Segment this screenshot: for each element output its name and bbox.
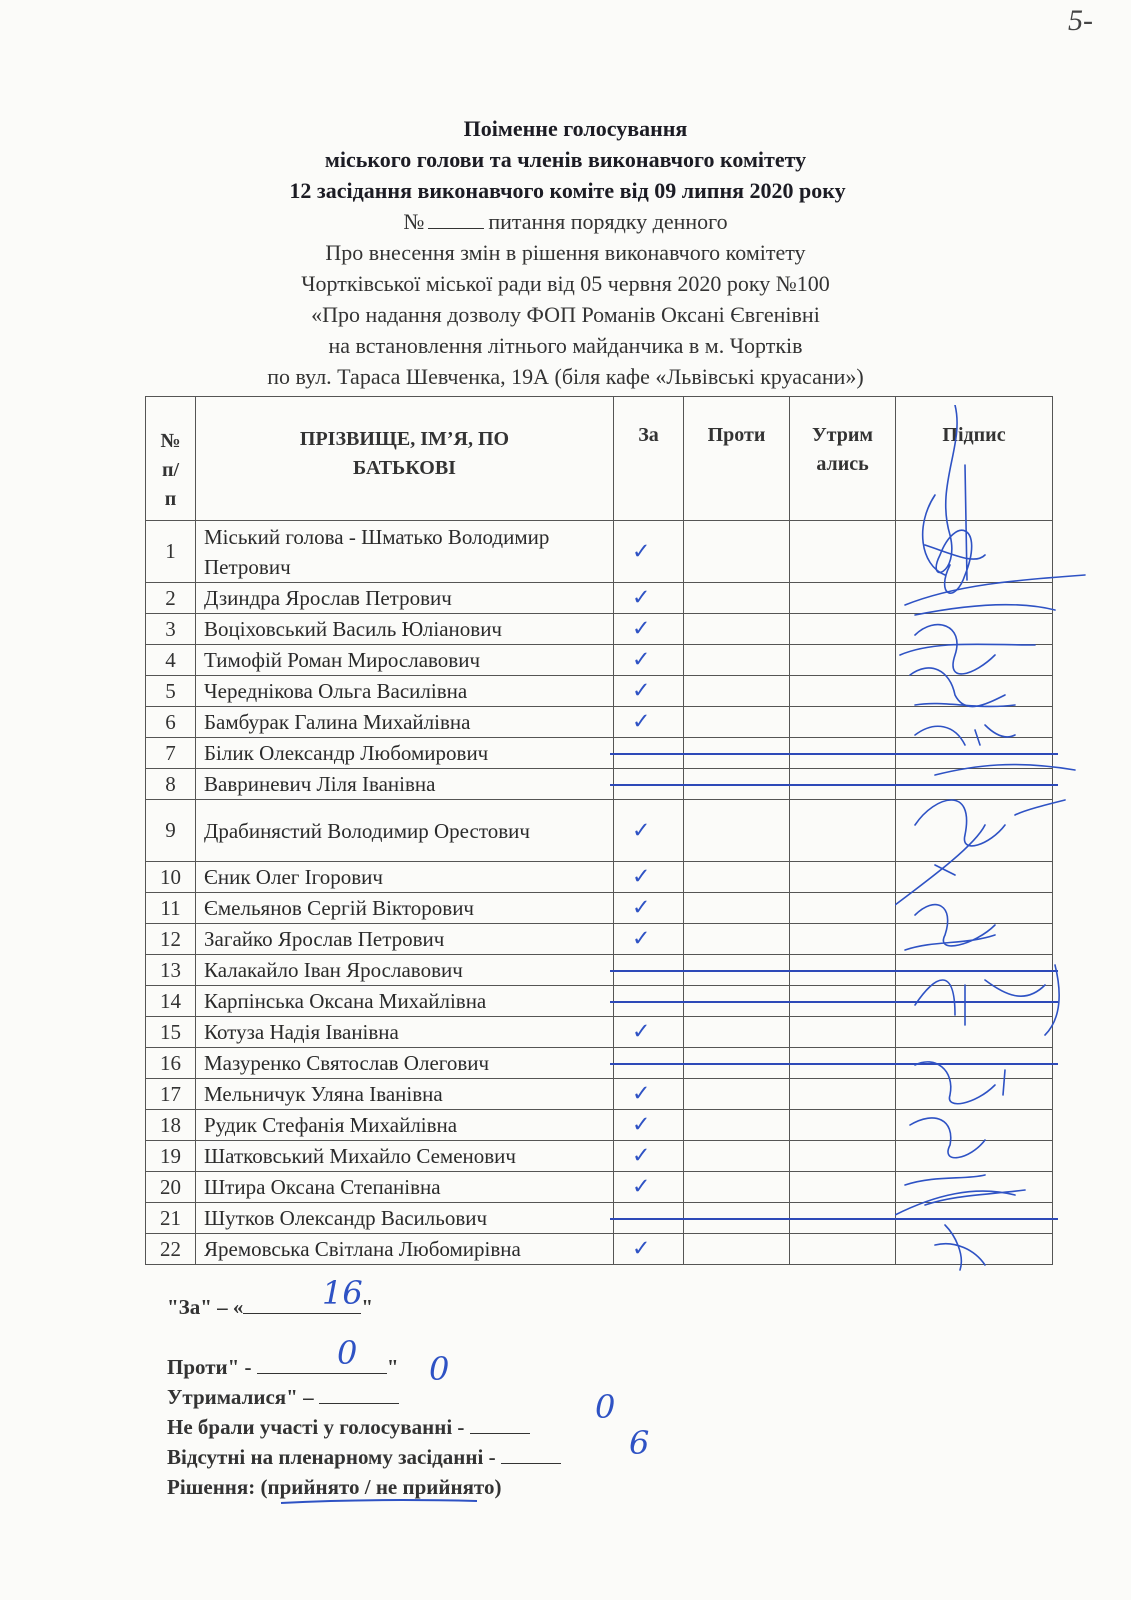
strike-line <box>786 1001 901 1003</box>
document-header <box>0 113 1131 392</box>
strike-line <box>610 1218 689 1220</box>
vote-abstained-cell <box>790 955 896 986</box>
total-not-voted-row: Не брали участі у голосуванні - 0 <box>167 1388 616 1439</box>
vote-for-cell <box>614 1234 684 1265</box>
member-name: Рудик Стефанія Михайлівна <box>196 1110 614 1141</box>
agenda-item-prefix: № <box>403 209 425 234</box>
agenda-item-blank <box>428 210 484 229</box>
vote-for-cell <box>614 924 684 955</box>
member-name: Карпінська Оксана Михайлівна <box>196 986 614 1017</box>
vote-abstained-cell <box>790 800 896 862</box>
member-name: Котуза Надія Іванівна <box>196 1017 614 1048</box>
vote-against-cell <box>684 769 790 800</box>
row-number: 22 <box>146 1234 196 1265</box>
vote-for-cell <box>614 955 684 986</box>
check-mark-icon: ✓ <box>632 864 651 890</box>
check-mark-icon: ✓ <box>632 616 651 642</box>
subject-line-2: Чортківської міської ради від 05 червня 2020 року №100 <box>301 271 830 296</box>
total-against-value: 0 <box>337 1334 358 1372</box>
decision-underline-mark <box>279 1495 479 1507</box>
vote-for-cell <box>614 893 684 924</box>
check-mark-icon: ✓ <box>632 926 651 952</box>
vote-for-cell <box>614 645 684 676</box>
member-name: Череднікова Ольга Василівна <box>196 676 614 707</box>
strike-line <box>786 970 901 972</box>
member-name: Дзиндра Ярослав Петрович <box>196 583 614 614</box>
member-name: Штира Оксана Степанівна <box>196 1172 614 1203</box>
vote-against-cell <box>684 1141 790 1172</box>
strike-line <box>786 784 901 786</box>
vote-against-cell <box>684 707 790 738</box>
check-mark-icon: ✓ <box>632 647 651 673</box>
vote-against-cell <box>684 521 790 583</box>
member-name: Воціховський Василь Юліанович <box>196 614 614 645</box>
member-name: Мельничук Уляна Іванівна <box>196 1079 614 1110</box>
vote-abstained-cell <box>790 738 896 769</box>
vote-against-cell <box>684 924 790 955</box>
check-mark-icon: ✓ <box>632 585 651 611</box>
member-name: Шутков Олександр Васильович <box>196 1203 614 1234</box>
member-name: Драбинястий Володимир Орестович <box>196 800 614 862</box>
vote-for-cell <box>614 521 684 583</box>
strike-line <box>610 753 689 755</box>
vote-abstained-cell <box>790 707 896 738</box>
vote-against-cell <box>684 1017 790 1048</box>
vote-against-cell <box>684 1048 790 1079</box>
row-number: 6 <box>146 707 196 738</box>
row-number: 9 <box>146 800 196 862</box>
page-number-mark: 5- <box>1068 4 1093 37</box>
strike-line <box>680 1218 795 1220</box>
strike-line <box>610 1001 689 1003</box>
row-number: 10 <box>146 862 196 893</box>
vote-for-cell <box>614 800 684 862</box>
subject-line-4: на встановлення літнього майданчика в м. Чортків <box>328 333 803 358</box>
total-against-blank <box>257 1373 387 1374</box>
vote-against-cell <box>684 583 790 614</box>
strike-line <box>786 753 901 755</box>
check-mark-icon: ✓ <box>632 1081 651 1107</box>
check-mark-icon: ✓ <box>632 818 651 843</box>
vote-for-cell <box>614 1203 684 1234</box>
vote-against-cell <box>684 738 790 769</box>
row-number: 20 <box>146 1172 196 1203</box>
strike-line <box>680 784 795 786</box>
row-number: 8 <box>146 769 196 800</box>
vote-for-cell <box>614 1017 684 1048</box>
row-number: 12 <box>146 924 196 955</box>
strike-line <box>786 1218 901 1220</box>
total-for-value: 16 <box>322 1274 363 1312</box>
vote-against-cell <box>684 645 790 676</box>
row-number: 19 <box>146 1141 196 1172</box>
col-header-signature: Підпис <box>896 397 1053 521</box>
vote-against-cell <box>684 1110 790 1141</box>
row-number: 2 <box>146 583 196 614</box>
strike-line <box>680 1063 795 1065</box>
vote-abstained-cell <box>790 1172 896 1203</box>
vote-abstained-cell <box>790 521 896 583</box>
vote-against-cell <box>684 614 790 645</box>
col-header-for: За <box>614 397 684 521</box>
row-number: 4 <box>146 645 196 676</box>
vote-abstained-cell <box>790 893 896 924</box>
total-for-blank <box>243 1313 361 1314</box>
vote-abstained-cell <box>790 676 896 707</box>
agenda-item-line <box>0 206 1131 237</box>
header-subtitle: міського голови та членів виконавчого комітету <box>324 147 807 172</box>
vote-abstained-cell <box>790 1141 896 1172</box>
subject-line-5: по вул. Тараса Шевченка, 19А (біля кафе «Львівські круасани») <box>267 364 864 389</box>
vote-against-cell <box>684 1079 790 1110</box>
total-against-row: Проти" - " 0 <box>167 1334 399 1379</box>
total-absent-blank <box>501 1463 561 1464</box>
vote-abstained-cell <box>790 1110 896 1141</box>
decision-row: Рішення: (прийнято / не прийнято) <box>167 1475 502 1499</box>
vote-abstained-cell <box>790 614 896 645</box>
strike-line <box>610 1063 689 1065</box>
vote-for-cell <box>614 676 684 707</box>
row-number: 5 <box>146 676 196 707</box>
vote-for-cell <box>614 583 684 614</box>
vote-against-cell <box>684 800 790 862</box>
member-name: Єник Олег Ігорович <box>196 862 614 893</box>
vote-for-cell <box>614 738 684 769</box>
row-number: 11 <box>146 893 196 924</box>
vote-against-cell <box>684 955 790 986</box>
handwritten-signatures <box>895 405 1095 1275</box>
check-mark-icon: ✓ <box>632 709 651 735</box>
vote-against-cell <box>684 676 790 707</box>
strike-line <box>786 1063 901 1065</box>
header-session: 12 засідання виконавчого коміте від 09 липня 2020 року <box>289 178 846 203</box>
member-name: Вавриневич Ліля Іванівна <box>196 769 614 800</box>
header-title: Поіменне голосування <box>463 116 688 141</box>
row-number: 21 <box>146 1203 196 1234</box>
member-name: Шатковський Михайло Семенович <box>196 1141 614 1172</box>
check-mark-icon: ✓ <box>632 1019 651 1045</box>
vote-for-cell <box>614 1079 684 1110</box>
check-mark-icon: ✓ <box>632 1112 651 1138</box>
subject-line-3: «Про надання дозволу ФОП Романів Оксані Євгенівні <box>311 302 820 327</box>
vote-against-cell <box>684 986 790 1017</box>
total-absent-row: Відсутні на пленарному засіданні - 6 <box>167 1424 650 1469</box>
member-name: Мазуренко Святослав Олегович <box>196 1048 614 1079</box>
vote-abstained-cell <box>790 1203 896 1234</box>
col-header-abstained: Утрим ались <box>790 397 896 521</box>
vote-abstained-cell <box>790 862 896 893</box>
vote-for-cell <box>614 707 684 738</box>
strike-line <box>610 784 689 786</box>
row-number: 18 <box>146 1110 196 1141</box>
vote-abstained-cell <box>790 1048 896 1079</box>
vote-for-cell <box>614 614 684 645</box>
member-name: Бамбурак Галина Михайлівна <box>196 707 614 738</box>
member-name: Тимофій Роман Мирославович <box>196 645 614 676</box>
subject-line-1: Про внесення змін в рішення виконавчого комітету <box>325 240 806 265</box>
member-name: Білик Олександр Любомирович <box>196 738 614 769</box>
row-number: 17 <box>146 1079 196 1110</box>
total-absent-value: 6 <box>629 1424 650 1462</box>
vote-for-cell <box>614 1172 684 1203</box>
check-mark-icon: ✓ <box>632 895 651 921</box>
row-number: 7 <box>146 738 196 769</box>
vote-for-cell <box>614 1141 684 1172</box>
total-for-row: "За" – « " 16 <box>167 1274 374 1319</box>
vote-abstained-cell <box>790 583 896 614</box>
total-not-voted-value: 0 <box>595 1388 616 1426</box>
check-mark-icon: ✓ <box>632 678 651 704</box>
strike-line <box>680 753 795 755</box>
member-name: Ємельянов Сергій Вікторович <box>196 893 614 924</box>
strike-line <box>680 1001 795 1003</box>
member-name: Загайко Ярослав Петрович <box>196 924 614 955</box>
col-header-number: № п/ п <box>146 397 196 521</box>
vote-for-cell <box>614 986 684 1017</box>
vote-abstained-cell <box>790 1234 896 1265</box>
vote-abstained-cell <box>790 1079 896 1110</box>
vote-abstained-cell <box>790 986 896 1017</box>
vote-abstained-cell <box>790 924 896 955</box>
row-number: 1 <box>146 521 196 583</box>
vote-abstained-cell <box>790 645 896 676</box>
vote-for-cell <box>614 769 684 800</box>
check-mark-icon: ✓ <box>632 1174 651 1200</box>
check-mark-icon: ✓ <box>632 539 651 564</box>
row-number: 3 <box>146 614 196 645</box>
total-abstained-value: 0 <box>429 1350 450 1388</box>
member-name: Яремовська Світлана Любомирівна <box>196 1234 614 1265</box>
vote-abstained-cell <box>790 769 896 800</box>
member-name: Міський голова - Шматько Володимир Петрович <box>196 521 614 583</box>
row-number: 15 <box>146 1017 196 1048</box>
vote-against-cell <box>684 1234 790 1265</box>
vote-abstained-cell <box>790 1017 896 1048</box>
strike-line <box>680 970 795 972</box>
row-number: 13 <box>146 955 196 986</box>
vote-against-cell <box>684 1203 790 1234</box>
member-name: Калакайло Іван Ярославович <box>196 955 614 986</box>
vote-against-cell <box>684 893 790 924</box>
vote-against-cell <box>684 862 790 893</box>
total-not-voted-blank <box>470 1433 530 1434</box>
vote-for-cell <box>614 862 684 893</box>
vote-for-cell <box>614 1048 684 1079</box>
vote-against-cell <box>684 1172 790 1203</box>
strike-line <box>610 970 689 972</box>
col-header-name: ПРІЗВИЩЕ, ІМ’Я, ПО БАТЬКОВІ <box>196 397 614 521</box>
vote-for-cell <box>614 1110 684 1141</box>
agenda-item-suffix: питання порядку денного <box>488 209 728 234</box>
col-header-against: Проти <box>684 397 790 521</box>
total-abstained-row: Утрималися" – 0 <box>167 1350 450 1409</box>
total-abstained-blank <box>319 1403 399 1404</box>
row-number: 14 <box>146 986 196 1017</box>
check-mark-icon: ✓ <box>632 1143 651 1169</box>
row-number: 16 <box>146 1048 196 1079</box>
check-mark-icon: ✓ <box>632 1236 651 1262</box>
